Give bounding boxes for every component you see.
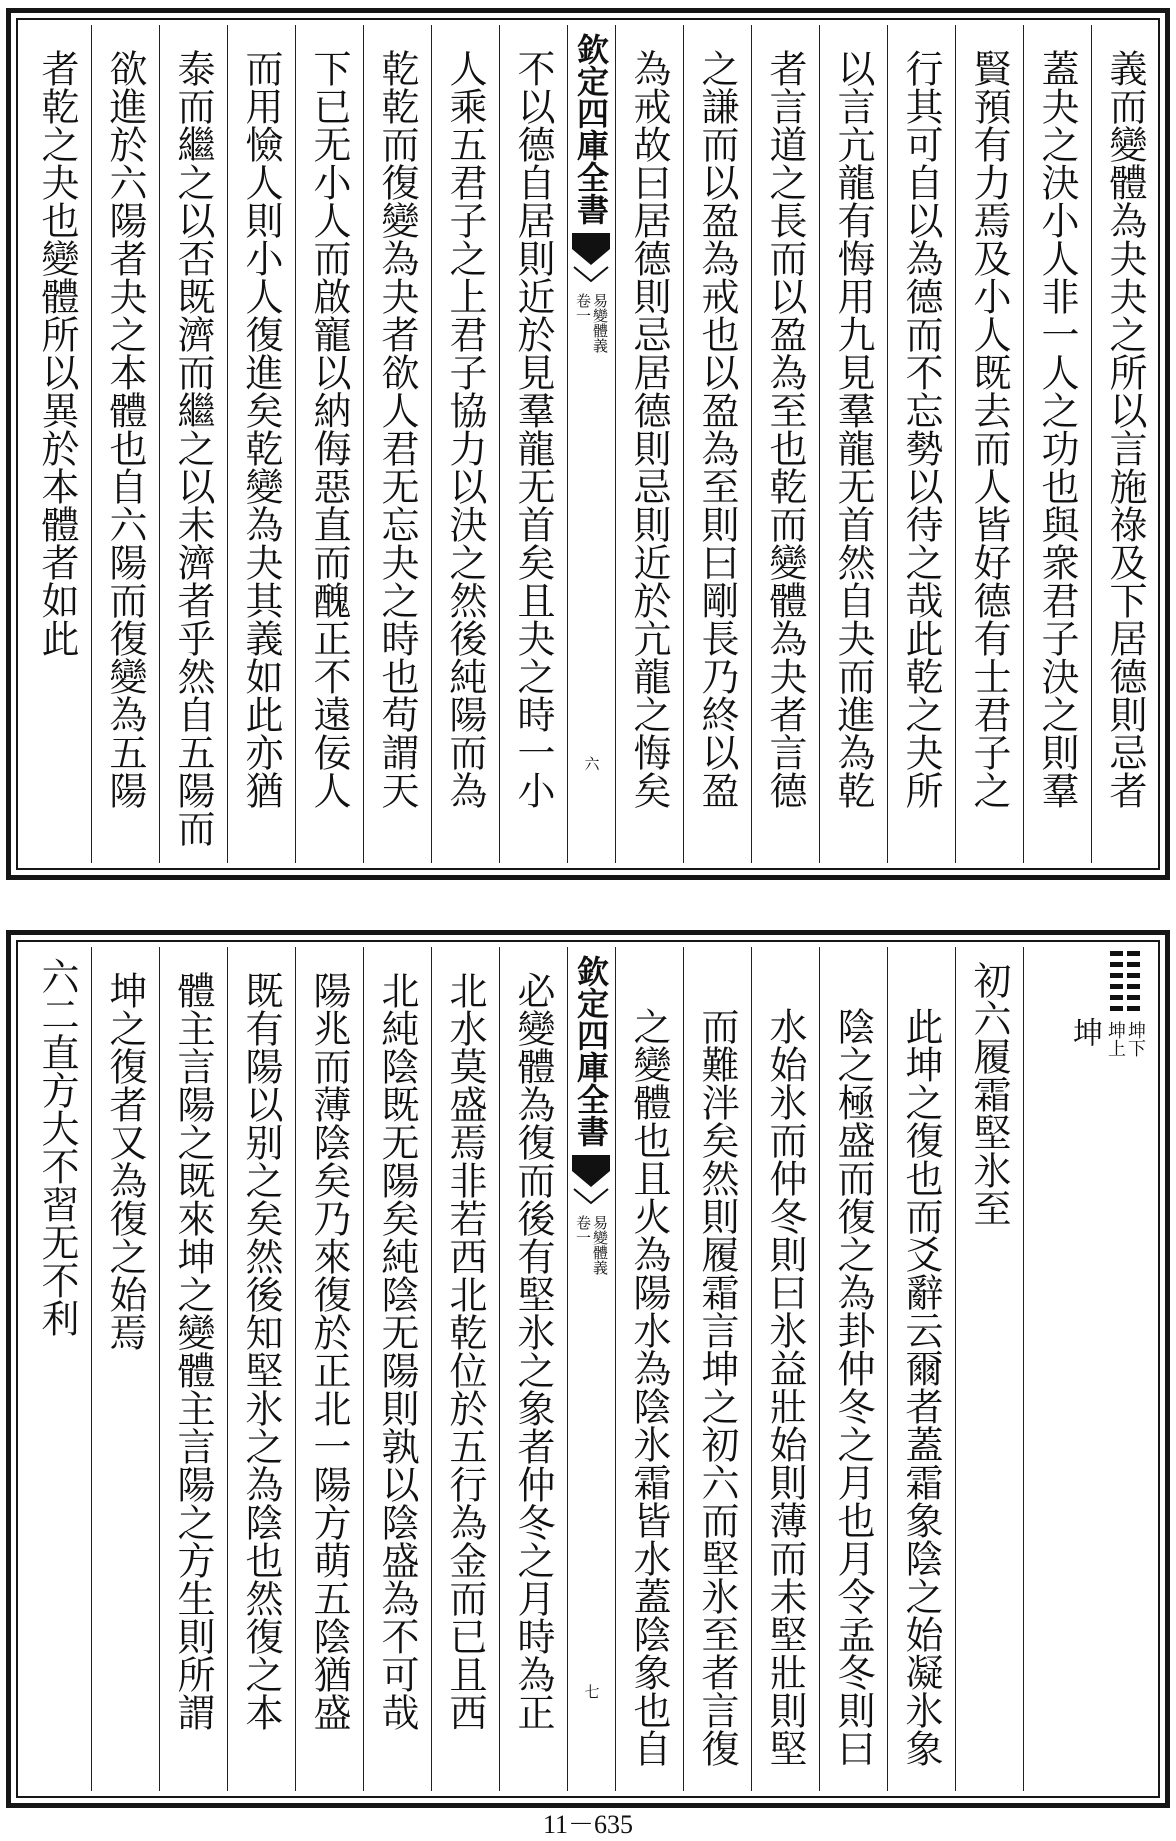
hexagram-name: 坤: [1067, 1017, 1102, 1047]
column-text: 義而變體為夬夬之所以言施祿及下居德則忌者: [1103, 49, 1147, 809]
text-column: [227, 25, 295, 863]
text-column: [431, 947, 499, 1791]
column-rule: [887, 947, 888, 1791]
text-column: [159, 947, 227, 1791]
lower-trigram-label: 坤下: [1125, 1021, 1146, 1057]
text-column: [683, 25, 751, 863]
column-rule: [1023, 947, 1024, 1791]
column-rule: [91, 947, 92, 1791]
leaf-number: 六: [582, 756, 601, 771]
center-fold: [567, 25, 615, 863]
hexagram-block: [1106, 947, 1144, 1057]
trigram-labels: [1106, 1021, 1144, 1057]
column-text: 乾乾而復變為夬者欲人君无忘夬之時也苟謂天: [375, 49, 419, 809]
volume-label: 卷一: [574, 1215, 592, 1245]
column-text: 陽兆而薄陰矣乃來復於正北一陽方萌五陰猶盛: [307, 971, 351, 1731]
text-column: [683, 947, 751, 1791]
text-column: [499, 25, 567, 863]
column-rule: [1091, 25, 1092, 863]
column-rule: [683, 947, 684, 1791]
column-text: 而用憸人則小人復進矣乾變為夬其義如此亦猶: [239, 49, 283, 809]
top-page-frame: [6, 8, 1170, 880]
text-column: [615, 947, 683, 1791]
column-text: 不以德自居則近於見羣龍无首矣且夬之時一小: [511, 49, 555, 809]
column-text: 賢預有力焉及小人既去而人皆好德有士君子之: [967, 49, 1011, 809]
text-column: [887, 25, 955, 863]
book-title-group: [575, 1215, 607, 1275]
column-rule: [91, 25, 92, 863]
text-column: [295, 25, 363, 863]
column-rule: [159, 25, 160, 863]
text-column: [887, 947, 955, 1791]
column-rule: [295, 947, 296, 1791]
column-rule: [431, 25, 432, 863]
text-column: [23, 947, 91, 1791]
column-rule: [615, 25, 616, 863]
column-rule: [159, 947, 160, 1791]
text-column: [227, 947, 295, 1791]
leaf-number: 七: [582, 1684, 601, 1699]
text-column: [295, 947, 363, 1791]
page-footer-number: 11－635: [542, 1810, 634, 1839]
fish-tail-mark-icon: [570, 231, 612, 285]
column-rule: [819, 25, 820, 863]
bottom-page-frame: [6, 930, 1170, 1808]
text-column: [91, 25, 159, 863]
column-text: 之變體也且火為陽水為陰氷霜皆水蓋陰象也自: [627, 1007, 671, 1767]
text-column: [1023, 947, 1102, 1791]
column-text: 北水莫盛焉非若西北乾位於五行為金而已且西: [443, 971, 487, 1731]
column-rule: [615, 947, 616, 1791]
column-rule: [819, 947, 820, 1791]
column-text: 者乾之夬也變體所以異於本體者如此: [35, 49, 79, 657]
text-column: [91, 947, 159, 1791]
center-fold: [567, 947, 615, 1791]
column-text: 初六履霜堅氷至: [967, 961, 1011, 1227]
text-column: [819, 25, 887, 863]
column-rule: [567, 947, 568, 1791]
book-title: 易變體義: [591, 293, 609, 353]
book-collection-title: 欽定四庫全書: [572, 955, 610, 1147]
text-column: [955, 25, 1023, 863]
column-text: 水始氷而仲冬則曰氷益壯始則薄而未堅壯則堅: [763, 1007, 807, 1767]
column-text: 陰之極盛而復之為卦仲冬之月也月令孟冬則曰: [831, 1007, 875, 1767]
text-column: [159, 25, 227, 863]
book-title: 易變體義: [591, 1215, 609, 1275]
text-column: [363, 947, 431, 1791]
column-text: 行其可自以為德而不忘勢以待之哉此乾之夬所: [899, 49, 943, 809]
text-column: [23, 25, 91, 863]
text-column: [363, 25, 431, 863]
column-rule: [363, 947, 364, 1791]
column-text: 坤之復者又為復之始焉: [103, 971, 147, 1351]
column-rule: [499, 25, 500, 863]
column-rule: [227, 947, 228, 1791]
column-text: 之謙而以盈為戒也以盈為至則曰剛長乃終以盈: [695, 49, 739, 809]
text-column: [955, 947, 1023, 1791]
column-rule: [955, 947, 956, 1791]
column-rule: [295, 25, 296, 863]
column-text: 既有陽以别之矣然後知堅氷之為陰也然復之本: [239, 971, 283, 1731]
column-text: 六二直方大不習无不利: [35, 957, 79, 1337]
column-rule: [227, 25, 228, 863]
text-column: [751, 947, 819, 1791]
text-column: [1091, 25, 1159, 863]
column-text: 欲進於六陽者夬之本體也自六陽而復變為五陽: [103, 49, 147, 809]
book-collection-title: 欽定四庫全書: [572, 33, 610, 225]
text-column: [1023, 25, 1091, 863]
book-title-group: [575, 293, 607, 353]
fish-tail-mark-icon: [570, 1153, 612, 1207]
column-text: 必變體為復而後有堅氷之象者仲冬之月時為正: [511, 971, 555, 1731]
column-rule: [887, 25, 888, 863]
column-text: 以言亢龍有悔用九見羣龍无首然自夬而進為乾: [831, 49, 875, 809]
text-column: [431, 25, 499, 863]
column-rule: [499, 947, 500, 1791]
text-column: [499, 947, 567, 1791]
column-text: 為戒故曰居德則忌居德則忌則近於亢龍之悔矣: [627, 49, 671, 809]
column-rule: [751, 947, 752, 1791]
column-rule: [751, 25, 752, 863]
text-column: [751, 25, 819, 863]
column-rule: [567, 25, 568, 863]
column-text: 人乘五君子之上君子協力以決之然後純陽而為: [443, 49, 487, 809]
column-rule: [955, 25, 956, 863]
column-rule: [683, 25, 684, 863]
column-text: 北純陰既无陽矣純陰无陽則孰以陰盛為不可哉: [375, 971, 419, 1731]
column-rule: [363, 25, 364, 863]
column-text: 蓋夬之決小人非一人之功也與衆君子決之則羣: [1035, 49, 1079, 809]
text-column: [819, 947, 887, 1791]
column-text: 泰而繼之以否既濟而繼之以未濟者乎然自五陽而: [171, 49, 215, 847]
kun-hexagram-icon: [1110, 951, 1140, 1011]
column-text: 者言道之長而以盈為至也乾而變體為夬者言德: [763, 49, 807, 809]
column-rule: [1023, 25, 1024, 863]
column-text: 而難泮矣然則履霜言坤之初六而堅氷至者言復: [695, 1007, 739, 1767]
text-column: [615, 25, 683, 863]
column-text: 此坤之復也而爻辭云爾者蓋霜象陰之始凝氷象: [899, 1007, 943, 1767]
hexagram-header: [1091, 947, 1159, 1791]
volume-label: 卷一: [574, 293, 592, 323]
upper-trigram-label: 坤上: [1105, 1021, 1126, 1057]
column-text: 下已无小人而啟寵以納侮惡直而醜正不遠佞人: [307, 49, 351, 809]
column-text: 體主言陽之既來坤之變體主言陽之方生則所謂: [171, 971, 215, 1731]
column-rule: [431, 947, 432, 1791]
